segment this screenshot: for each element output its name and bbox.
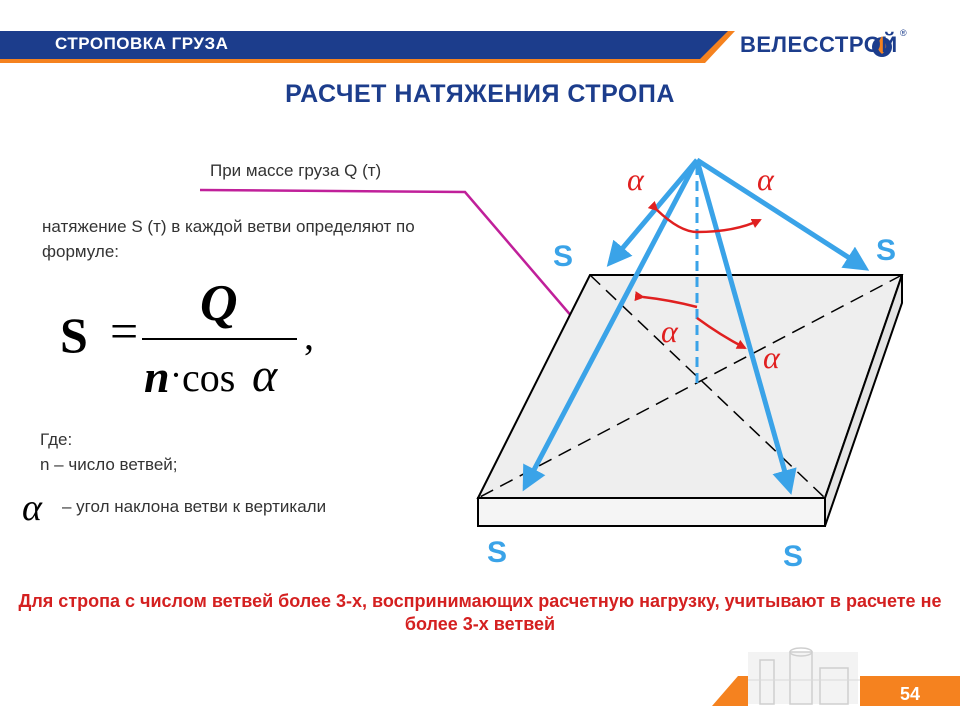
n-definition: n – число ветвей; xyxy=(40,455,178,474)
formula-comma: , xyxy=(304,313,314,358)
formula-den-dot: · xyxy=(170,355,182,395)
formula-equals: = xyxy=(110,303,139,359)
formula-den-cos: cos xyxy=(182,355,236,400)
brand-registered-mark: ® xyxy=(900,28,907,38)
tension-text: натяжение S (т) в каждой ветви определяют по формуле: xyxy=(42,217,415,261)
alpha-label-mid-right: α xyxy=(763,339,780,375)
where-heading: Где: xyxy=(40,430,73,449)
slide-title: РАСЧЕТ НАТЯЖЕНИЯ СТРОПА xyxy=(285,80,675,108)
alpha-label-top-right: α xyxy=(757,161,774,197)
s-label-back-right: S xyxy=(876,234,897,267)
formula-lhs: S xyxy=(60,307,88,363)
note-text: Для стропа с числом ветвей более 3-х, воспринимающих расчетную нагрузку, учитывают в расчете не более 3-х ветвей xyxy=(18,591,942,634)
page-number: 54 xyxy=(900,684,921,704)
mass-pointer-line xyxy=(200,190,585,332)
s-label-front-left: S xyxy=(487,536,508,569)
alpha-label-top-left: α xyxy=(627,161,644,197)
alpha-symbol: α xyxy=(22,487,42,529)
alpha-label-mid-left: α xyxy=(661,313,678,349)
formula-den-alpha: α xyxy=(252,349,278,402)
mass-label: При массе груза Q (т) xyxy=(210,161,382,180)
load-plate xyxy=(478,275,902,526)
brand-logo-text: ВЕЛЕССТРОЙ xyxy=(740,32,898,57)
s-label-front-right: S xyxy=(783,540,804,573)
footer-decoration xyxy=(712,648,960,706)
s-label-back-left: S xyxy=(553,240,574,273)
alpha-definition: – угол наклона ветви к вертикали xyxy=(62,497,327,516)
formula-numerator: Q xyxy=(200,275,238,332)
section-title: СТРОПОВКА ГРУЗА xyxy=(55,34,229,53)
formula-den-n: n xyxy=(144,351,170,402)
